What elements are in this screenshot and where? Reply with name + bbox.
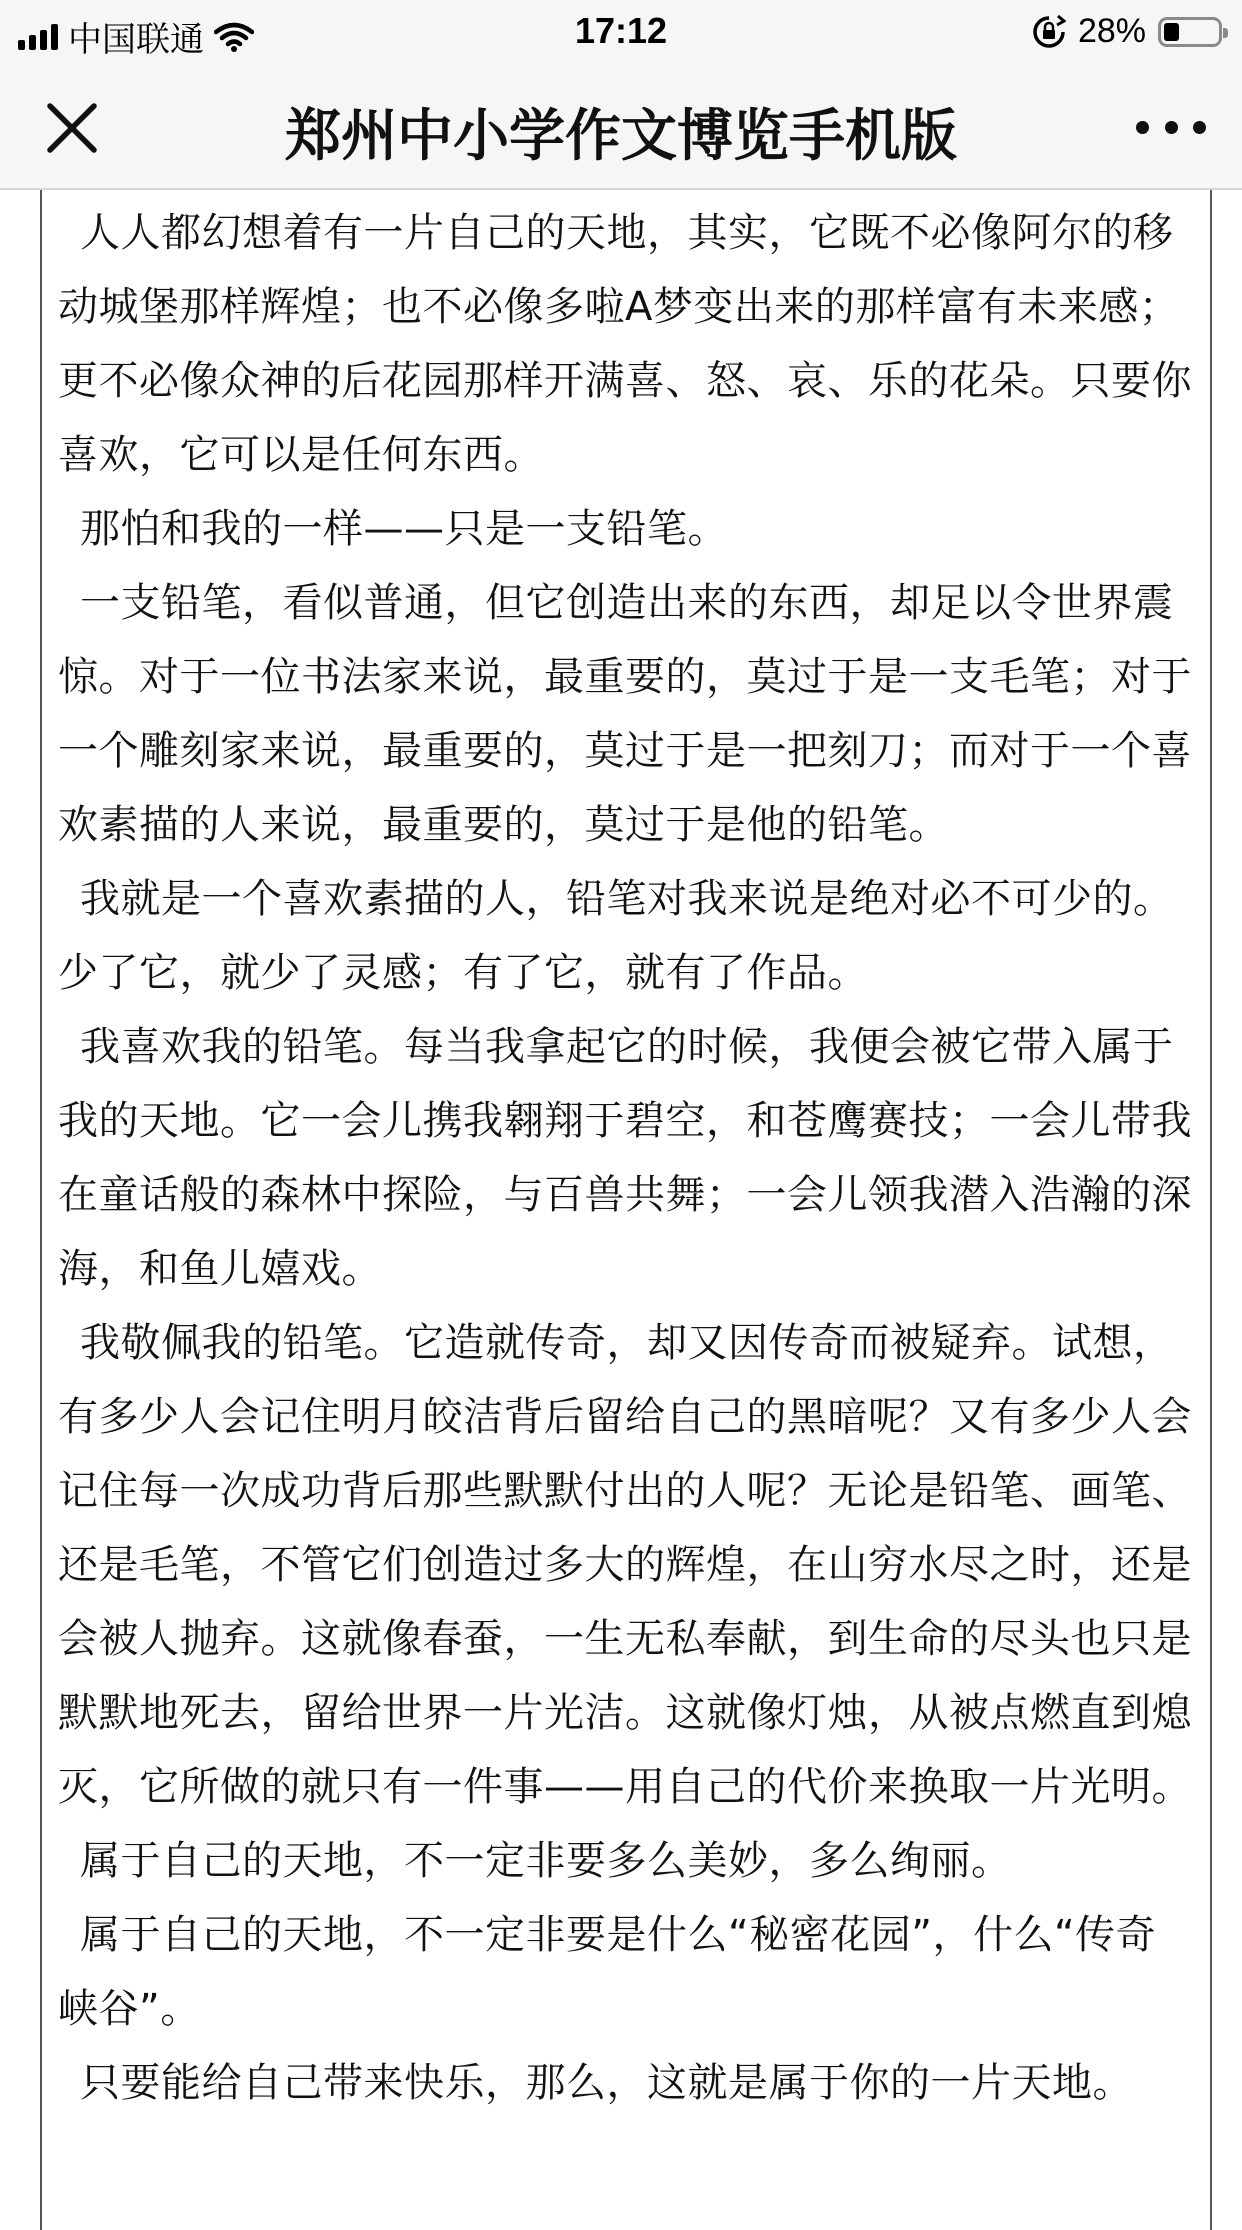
more-icon: [1136, 121, 1149, 134]
more-button[interactable]: [1136, 112, 1206, 142]
article-body: [58, 196, 1194, 2120]
article-paragraph: 一支铅笔，看似普通，但它创造出来的东西，却足以令世界震惊。对于一位书法家来说，最重要的，莫过于是一支毛笔；对于一个雕刻家来说，最重要的，莫过于是一把刻刀；而对于一个喜欢素描的人来说，最重要的，莫过于是他的铅笔。: [58, 580, 1192, 848]
article-paragraph: 属于自己的天地，不一定非要是什么“秘密花园”，什么“传奇峡谷”。: [58, 1912, 1157, 2032]
status-time: 17:12: [574, 10, 668, 51]
article-paragraph: 我喜欢我的铅笔。每当我拿起它的时候，我便会被它带入属于我的天地。它一会儿携我翱翔于碧空，和苍鹰赛技；一会儿带我在童话般的森林中探险，与百兽共舞；一会儿领我潜入浩瀚的深海，和鱼儿嬉戏。: [58, 1024, 1192, 1292]
battery-fill: [1164, 23, 1179, 41]
more-icon: [1193, 121, 1206, 134]
article-paragraph: 人人都幻想着有一片自己的天地，其实，它既不必像阿尔的移动城堡那样辉煌；也不必像多啦A梦变出来的那样富有未来感；更不必像众神的后花园那样开满喜、怒、哀、乐的花朵。只要你喜欢，它可以是任何东西。: [58, 210, 1192, 478]
battery-icon: [1158, 17, 1222, 47]
battery-percent: 28%: [1077, 12, 1146, 50]
close-button[interactable]: [44, 100, 100, 156]
more-icon: [1165, 121, 1178, 134]
article-paragraph: 属于自己的天地，不一定非要多么美妙，多么绚丽。: [80, 1838, 1012, 1884]
article-paragraph: 我就是一个喜欢素描的人，铅笔对我来说是绝对必不可少的。少了它，就少了灵感；有了它，就有了作品。: [58, 876, 1174, 996]
article-frame: [40, 190, 1212, 2230]
nav-bar: [0, 64, 1242, 190]
page-title: 郑州中小学作文博览手机版: [285, 104, 957, 169]
article-paragraph: 那怕和我的一样——只是一支铅笔。: [80, 506, 728, 552]
article-paragraph: 只要能给自己带来快乐，那么，这就是属于你的一片天地。: [80, 2060, 1133, 2106]
status-bar: [0, 0, 1242, 64]
article-paragraph: 我敬佩我的铅笔。它造就传奇，却又因传奇而被疑弃。试想，有多少人会记住明月皎洁背后留给自己的黑暗呢？又有多少人会记住每一次成功背后那些默默付出的人呢？无论是铅笔、画笔、还是毛笔，不管它们创造过多大的辉煌，在山穷水尽之时，还是会被人抛弃。这就像春蚕，一生无私奉献，到生命的尽头也只是默默地死去，留给世界一片光洁。这就像灯烛，从被点燃直到熄灭，它所做的就只有一件事——用自己的代价来换取一片光明。: [58, 1320, 1192, 1810]
status-right: [1032, 12, 1222, 51]
close-icon: [44, 100, 100, 156]
carrier-label: 中国联通: [68, 21, 204, 59]
orientation-lock-icon: [1032, 15, 1066, 49]
